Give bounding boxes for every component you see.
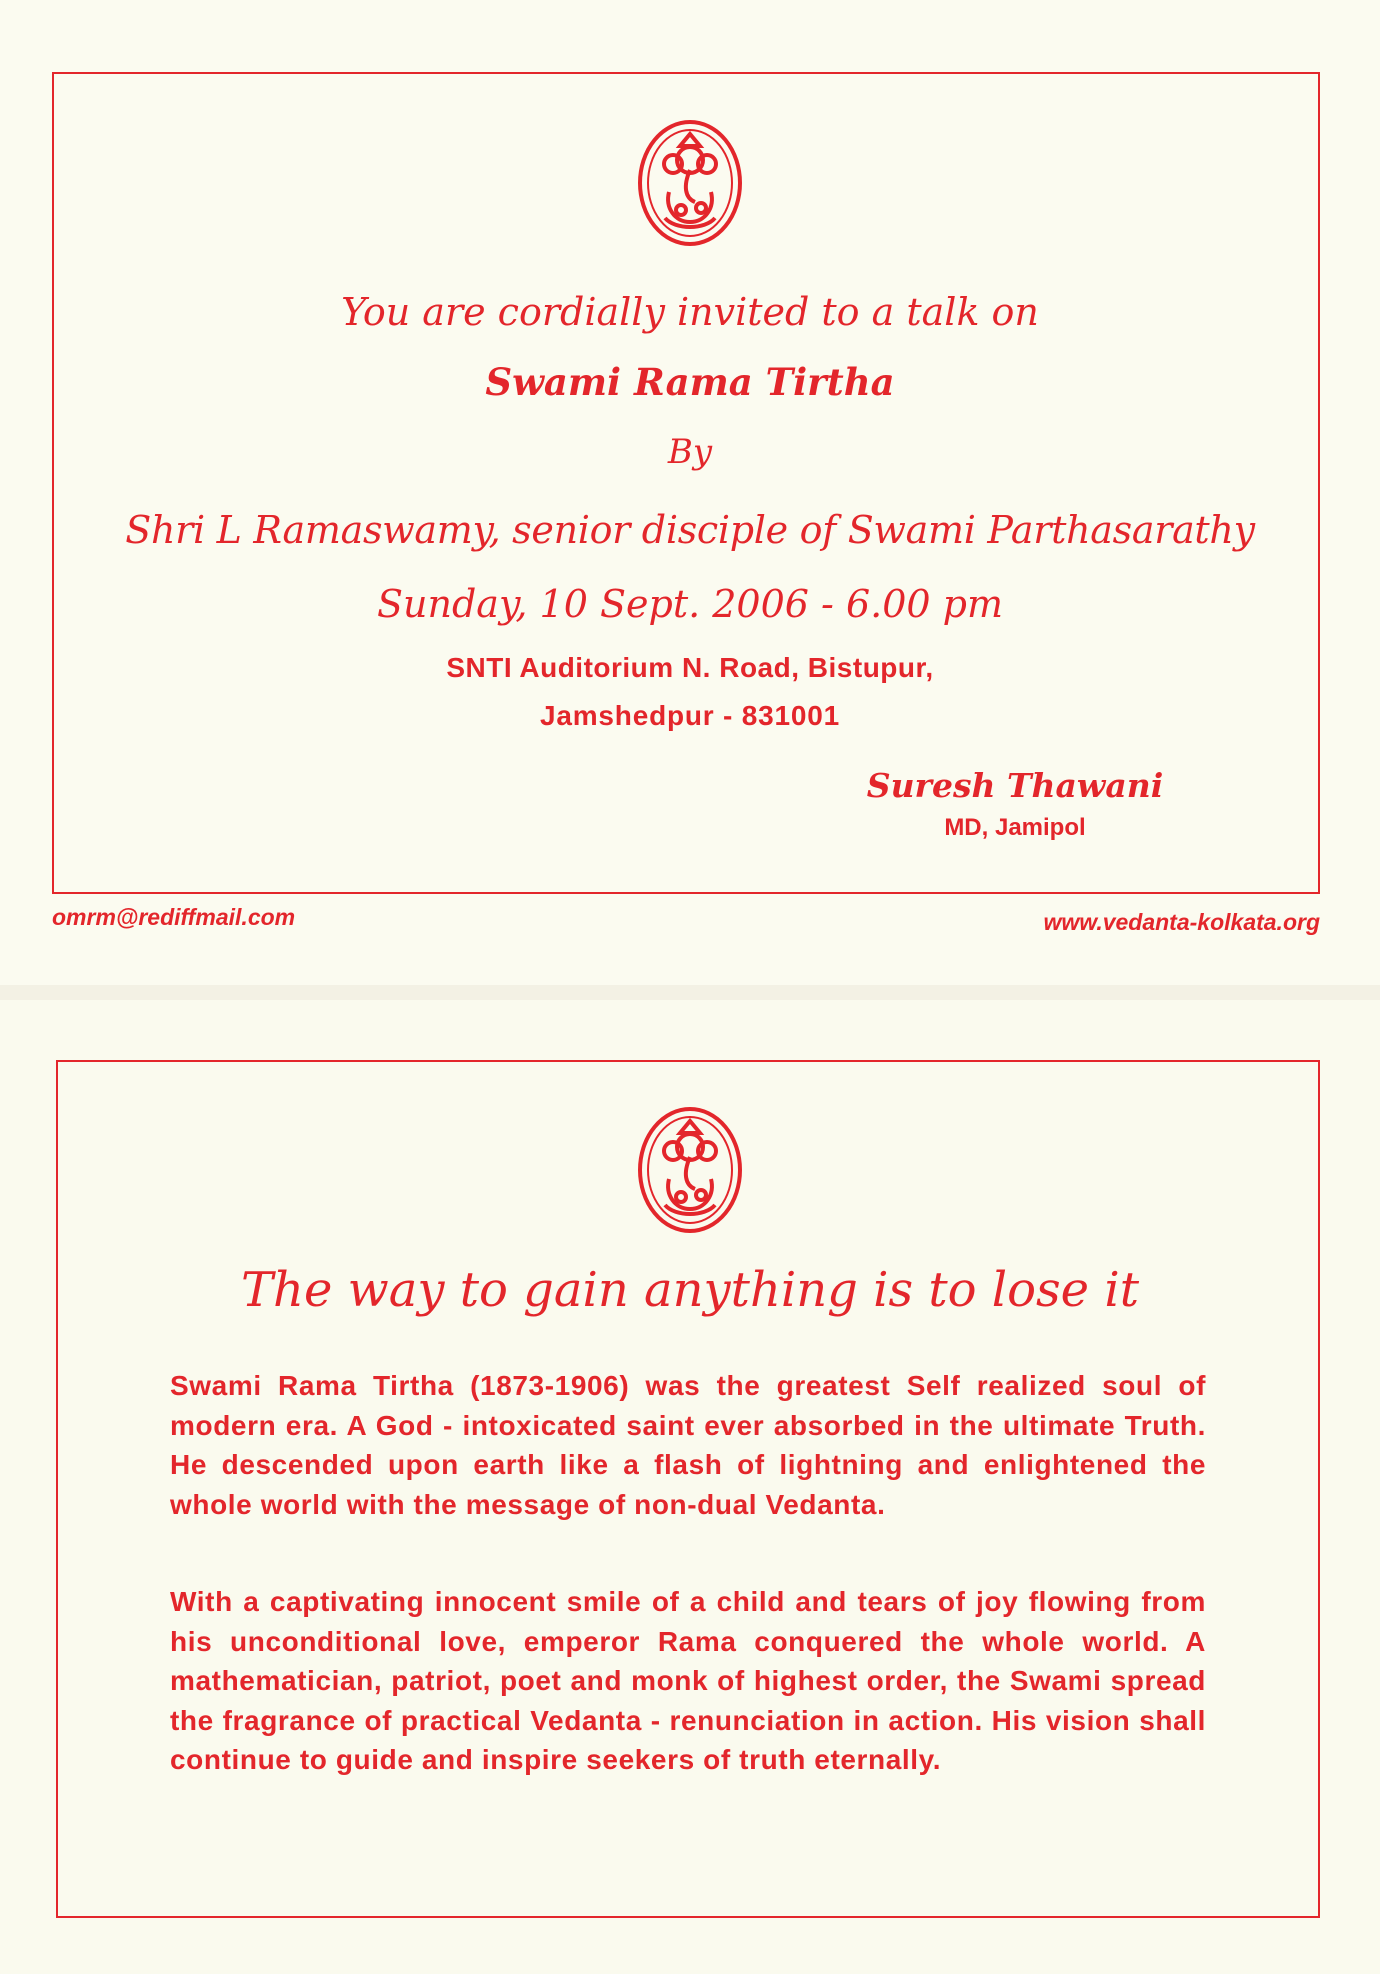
host-name: Suresh Thawani (866, 766, 1164, 805)
host-title: MD, Jamipol (944, 814, 1086, 841)
website-link[interactable]: www.vedanta-kolkata.org (1043, 909, 1320, 935)
talk-subject: Swami Rama Tirtha (485, 360, 895, 404)
biography-paragraph-1: Swami Rama Tirtha (1873-1906) was the greatest Self realized soul of modern era. A God - intoxicated saint ever absorbed in the ultimate Truth. He descended upon earth like a flash of lightning and enlightened the whole world with the message of non-dual Vedanta. (170, 1370, 1206, 1520)
invitation-line: You are cordially invited to a talk on (341, 290, 1039, 334)
venue-line-2: Jamshedpur - 831001 (539, 700, 840, 731)
speaker-line: Shri L Ramaswamy, senior disciple of Swami Parthasarathy (125, 508, 1255, 552)
venue-line-1: SNTI Auditorium N. Road, Bistupur, (446, 652, 934, 683)
contact-email[interactable]: omrm@rediffmail.com (52, 904, 296, 930)
ganesha-emblem-icon (635, 118, 745, 248)
biography-paragraph-2: With a captivating innocent smile of a child and tears of joy flowing from his unconditional love, emperor Rama conquered the whole world. A mathematician, patriot, poet and monk of highest order, the Swami spread the fragrance of practical Vedanta - renunciation in action. His vision shall continue to guide and inspire seekers of truth eternally. (170, 1586, 1206, 1775)
back-card (0, 1000, 1380, 1974)
ganesha-emblem-icon (635, 1105, 745, 1235)
quote-heading: The way to gain anything is to lose it (241, 1262, 1139, 1318)
by-label: By (667, 432, 713, 472)
event-datetime: Sunday, 10 Sept. 2006 - 6.00 pm (377, 582, 1003, 626)
invitation-card (0, 0, 1380, 985)
